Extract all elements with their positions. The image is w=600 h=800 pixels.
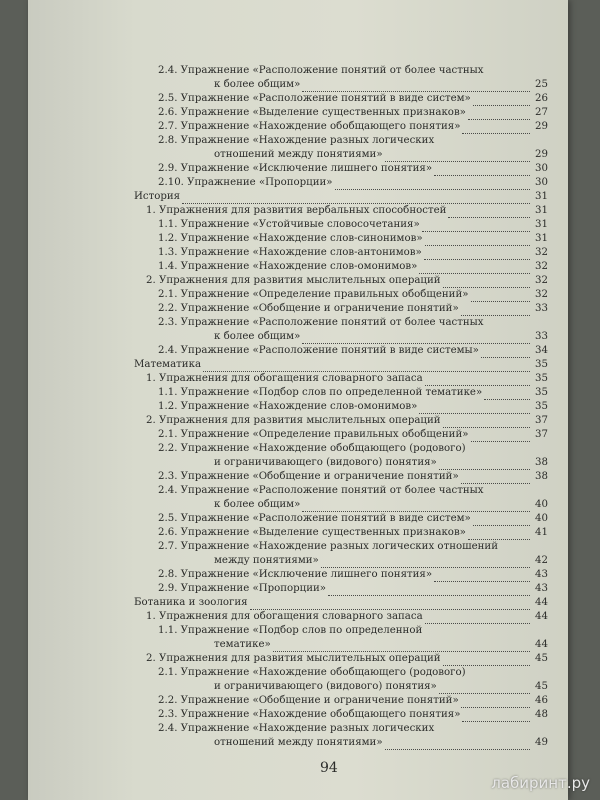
toc-entry xyxy=(134,442,548,456)
toc-entry xyxy=(134,414,548,428)
toc-entry-title: Ботаника и зоология xyxy=(134,597,248,608)
toc-entry-title: отношений между понятиями» xyxy=(214,149,383,160)
toc-entry-title: 2.4. Упражнение «Расположение понятий от более частных xyxy=(158,485,484,496)
toc-entry xyxy=(134,638,548,652)
toc-entry xyxy=(134,484,548,498)
toc-entry xyxy=(134,330,548,344)
toc-entry-page: 43 xyxy=(535,583,548,594)
toc-entry xyxy=(134,106,548,120)
toc-entry-title: История xyxy=(134,191,181,202)
leader-dots xyxy=(471,432,531,442)
toc-entry xyxy=(134,204,548,218)
toc-entry xyxy=(134,610,548,624)
toc-entry-title: 1.1. Упражнение «Подбор слов по определенной xyxy=(158,625,423,636)
toc-entry xyxy=(134,736,548,750)
toc-entry-title: 1.2. Упражнение «Нахождение слов-синонимов» xyxy=(158,233,423,244)
toc-entry xyxy=(134,596,548,610)
toc-entry xyxy=(134,232,548,246)
toc-entry xyxy=(134,288,548,302)
toc-entry-title: 1. Упражнения для обогащения словарного запаса xyxy=(146,373,423,384)
toc-entry-title: 2.6. Упражнение «Выделение существенных признаков» xyxy=(158,527,466,538)
leader-dots xyxy=(443,418,530,428)
toc-entry xyxy=(134,512,548,526)
toc-entry-title: 2.1. Упражнение «Нахождение обобщающего (родового) xyxy=(158,667,466,678)
toc-entry-title: отношений между понятиями» xyxy=(214,737,383,748)
toc-entry-page: 37 xyxy=(535,415,548,426)
leader-dots xyxy=(439,684,530,694)
leader-dots xyxy=(462,712,530,722)
toc-entry-title: 2.2. Упражнение «Обобщение и ограничение понятий» xyxy=(158,303,459,314)
toc-entry xyxy=(134,386,548,400)
toc-entry-title: 2. Упражнения для развития мыслительных операций xyxy=(146,275,441,286)
toc-entry xyxy=(134,120,548,134)
leader-dots xyxy=(443,656,530,666)
page-number: 94 xyxy=(320,760,338,776)
toc-entry-page: 42 xyxy=(535,555,548,566)
toc-entry-title: 2. Упражнения для развития мыслительных операций xyxy=(146,415,441,426)
leader-dots xyxy=(462,124,530,134)
toc-entry-title: 2. Упражнения для развития мыслительных операций xyxy=(146,653,441,664)
toc-entry-title: к более общим» xyxy=(214,331,301,342)
toc-entry-title: 2.1. Упражнение «Определение правильных обобщений» xyxy=(158,429,469,440)
toc-entry-title: тематике» xyxy=(214,639,271,650)
toc-entry-title: и ограничивающего (видового) понятия» xyxy=(214,681,437,692)
toc-entry xyxy=(134,260,548,274)
leader-dots xyxy=(468,530,530,540)
toc-entry-page: 35 xyxy=(535,401,548,412)
toc-entry-title: к более общим» xyxy=(214,79,301,90)
watermark: лабиринт.ру xyxy=(491,774,590,792)
toc-entry-title: к более общим» xyxy=(214,499,301,510)
leader-dots xyxy=(335,180,530,190)
leader-dots xyxy=(425,614,530,624)
leader-dots xyxy=(424,250,530,260)
toc-entry-title: 2.5. Упражнение «Расположение понятий в виде систем» xyxy=(158,93,471,104)
toc-entry xyxy=(134,64,548,78)
toc-entry-title: 2.2. Упражнение «Обобщение и ограничение понятий» xyxy=(158,695,459,706)
toc-entry xyxy=(134,274,548,288)
toc-entry-page: 27 xyxy=(535,107,548,118)
leader-dots xyxy=(461,474,530,484)
toc-entry-title: 2.2. Упражнение «Нахождение обобщающего (родового) xyxy=(158,443,466,454)
toc-entry-page: 35 xyxy=(535,359,548,370)
leader-dots xyxy=(182,194,530,204)
leader-dots xyxy=(473,96,530,106)
leader-dots xyxy=(484,390,530,400)
toc-entry xyxy=(134,722,548,736)
toc-entry-title: 2.4. Упражнение «Нахождение разных логических xyxy=(158,723,435,734)
toc-entry xyxy=(134,358,548,372)
toc-entry xyxy=(134,176,548,190)
toc-entry-page: 37 xyxy=(535,429,548,440)
toc-entry-title: 2.4. Упражнение «Расположение понятий от более частных xyxy=(158,65,484,76)
toc-entry xyxy=(134,526,548,540)
leader-dots xyxy=(328,586,530,596)
toc-entry-title: 2.4. Упражнение «Расположение понятий в виде системы» xyxy=(158,345,479,356)
toc-entry-title: 2.1. Упражнение «Определение правильных обобщений» xyxy=(158,289,469,300)
toc-entry-title: 1.4. Упражнение «Нахождение слов-омонимов» xyxy=(158,261,418,272)
toc-entry-title: 2.3. Упражнение «Обобщение и ограничение понятий» xyxy=(158,471,459,482)
toc-entry-page: 46 xyxy=(535,695,548,706)
toc-entry xyxy=(134,708,548,722)
toc-entry xyxy=(134,190,548,204)
toc-entry-title: 1.1. Упражнение «Устойчивые словосочетания» xyxy=(158,219,420,230)
leader-dots xyxy=(203,362,530,372)
toc-entry-title: 2.3. Упражнение «Расположение понятий от более частных xyxy=(158,317,484,328)
toc-entry xyxy=(134,624,548,638)
toc-entry xyxy=(134,400,548,414)
toc-entry-page: 35 xyxy=(535,373,548,384)
leader-dots xyxy=(273,642,530,652)
leader-dots xyxy=(302,82,530,92)
table-of-contents xyxy=(134,64,548,750)
toc-entry-title: 2.5. Упражнение «Расположение понятий в виде систем» xyxy=(158,513,471,524)
leader-dots xyxy=(434,572,530,582)
toc-entry xyxy=(134,372,548,386)
toc-entry xyxy=(134,162,548,176)
toc-entry xyxy=(134,540,548,554)
leader-dots xyxy=(321,558,530,568)
toc-entry xyxy=(134,246,548,260)
toc-entry-page: 44 xyxy=(535,597,548,608)
toc-entry-page: 48 xyxy=(535,709,548,720)
toc-entry-title: 2.8. Упражнение «Нахождение разных логических xyxy=(158,135,435,146)
toc-entry xyxy=(134,78,548,92)
toc-entry xyxy=(134,582,548,596)
leader-dots xyxy=(461,698,530,708)
toc-entry xyxy=(134,218,548,232)
toc-entry xyxy=(134,680,548,694)
toc-entry-page: 30 xyxy=(535,163,548,174)
leader-dots xyxy=(302,502,530,512)
toc-entry-page: 45 xyxy=(535,653,548,664)
toc-entry-title: Математика xyxy=(134,359,202,370)
toc-entry-title: 2.8. Упражнение «Исключение лишнего понятия» xyxy=(158,569,433,580)
toc-entry xyxy=(134,554,548,568)
toc-entry xyxy=(134,134,548,148)
leader-dots xyxy=(419,264,530,274)
leader-dots xyxy=(425,236,530,246)
toc-entry-title: 2.9. Упражнение «Пропорции» xyxy=(158,583,327,594)
toc-entry-page: 32 xyxy=(535,261,548,272)
toc-entry-page: 49 xyxy=(535,737,548,748)
toc-entry-page: 31 xyxy=(535,219,548,230)
leader-dots xyxy=(439,460,530,470)
leader-dots xyxy=(473,516,530,526)
toc-entry-title: 1.1. Упражнение «Подбор слов по определенной тематике» xyxy=(158,387,483,398)
toc-entry xyxy=(134,302,548,316)
toc-entry-title: 2.7. Упражнение «Нахождение разных логических отношений xyxy=(158,541,498,552)
leader-dots xyxy=(471,292,531,302)
toc-entry-page: 30 xyxy=(535,177,548,188)
toc-entry-page: 31 xyxy=(535,205,548,216)
toc-entry-page: 35 xyxy=(535,387,548,398)
leader-dots xyxy=(250,600,530,610)
leader-dots xyxy=(468,110,530,120)
toc-entry-title: 1.3. Упражнение «Нахождение слов-антонимов» xyxy=(158,247,422,258)
leader-dots xyxy=(302,334,530,344)
leader-dots xyxy=(434,166,530,176)
toc-entry-page: 32 xyxy=(535,275,548,286)
toc-entry-page: 31 xyxy=(535,233,548,244)
toc-entry-title: 1.2. Упражнение «Нахождение слов-омонимов» xyxy=(158,401,418,412)
leader-dots xyxy=(385,740,530,750)
toc-entry xyxy=(134,148,548,162)
toc-entry-page: 44 xyxy=(535,639,548,650)
toc-entry-page: 33 xyxy=(535,303,548,314)
toc-entry-page: 32 xyxy=(535,247,548,258)
book-page xyxy=(28,0,568,800)
toc-entry xyxy=(134,666,548,680)
toc-entry-page: 29 xyxy=(535,149,548,160)
toc-entry xyxy=(134,456,548,470)
toc-entry xyxy=(134,92,548,106)
toc-entry-page: 29 xyxy=(535,121,548,132)
toc-entry-page: 26 xyxy=(535,93,548,104)
toc-entry xyxy=(134,568,548,582)
toc-entry-page: 34 xyxy=(535,345,548,356)
leader-dots xyxy=(448,208,530,218)
leader-dots xyxy=(385,152,530,162)
toc-entry xyxy=(134,652,548,666)
toc-entry-title: 1. Упражнения для обогащения словарного запаса xyxy=(146,611,423,622)
leader-dots xyxy=(425,376,530,386)
toc-entry-page: 40 xyxy=(535,499,548,510)
leader-dots xyxy=(481,348,530,358)
toc-entry-page: 33 xyxy=(535,331,548,342)
toc-entry-page: 44 xyxy=(535,611,548,622)
toc-entry xyxy=(134,470,548,484)
toc-entry-title: между понятиями» xyxy=(214,555,319,566)
toc-entry-title: 2.10. Упражнение «Пропорции» xyxy=(158,177,333,188)
toc-entry-page: 32 xyxy=(535,289,548,300)
leader-dots xyxy=(443,278,530,288)
toc-entry-title: 2.6. Упражнение «Выделение существенных признаков» xyxy=(158,107,466,118)
leader-dots xyxy=(419,404,530,414)
toc-entry-page: 43 xyxy=(535,569,548,580)
toc-entry-page: 38 xyxy=(535,457,548,468)
toc-entry xyxy=(134,428,548,442)
leader-dots xyxy=(461,306,530,316)
toc-entry-title: 1. Упражнения для развития вербальных способностей xyxy=(146,205,447,216)
toc-entry-page: 41 xyxy=(535,527,548,538)
toc-entry-title: 2.7. Упражнение «Нахождение обобщающего понятия» xyxy=(158,121,461,132)
toc-entry-page: 38 xyxy=(535,471,548,482)
leader-dots xyxy=(422,222,530,232)
toc-entry-title: и ограничивающего (видового) понятия» xyxy=(214,457,437,468)
toc-entry-title: 2.3. Упражнение «Нахождение обобщающего понятия» xyxy=(158,709,461,720)
toc-entry xyxy=(134,498,548,512)
toc-entry xyxy=(134,316,548,330)
toc-entry-page: 25 xyxy=(535,79,548,90)
toc-entry xyxy=(134,694,548,708)
toc-entry xyxy=(134,344,548,358)
toc-entry-page: 31 xyxy=(535,191,548,202)
toc-entry-title: 2.9. Упражнение «Исключение лишнего понятия» xyxy=(158,163,433,174)
toc-entry-page: 45 xyxy=(535,681,548,692)
toc-entry-page: 40 xyxy=(535,513,548,524)
